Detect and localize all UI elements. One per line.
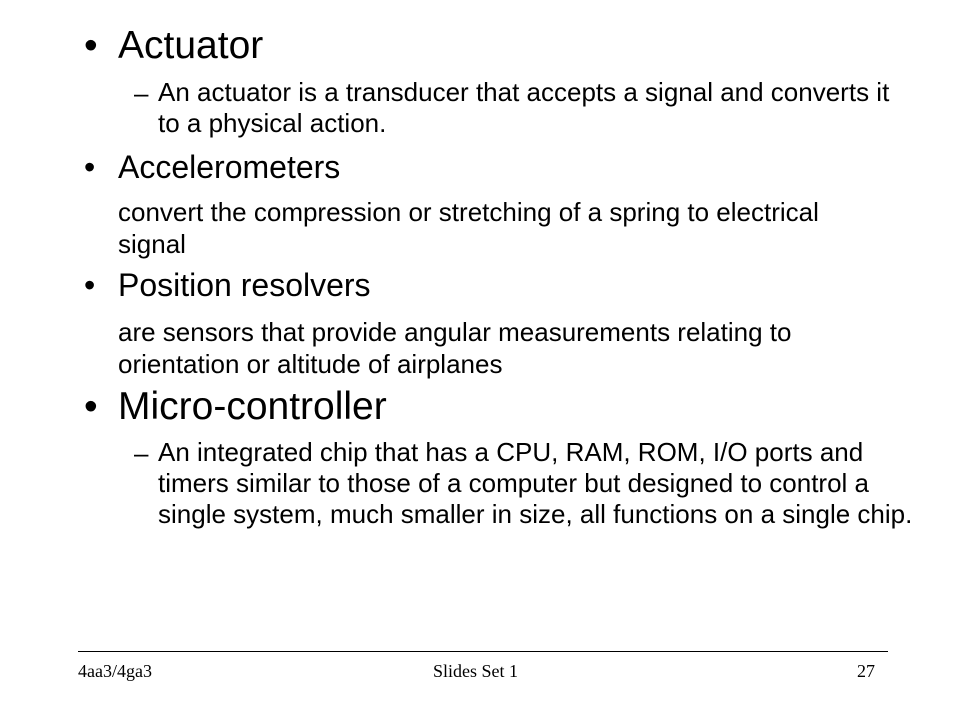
microcontroller-definition: An integrated chip that has a CPU, RAM, ROM, I/O ports and timers similar to those of a computer but designed to control a single system, much smaller in size, all functions on a single chip. [158, 437, 913, 529]
bullet-dot: • [84, 24, 98, 67]
footer-page-number: 27 [857, 661, 875, 681]
dash-marker: – [134, 438, 149, 468]
heading-accelerometers: Accelerometers [118, 149, 341, 185]
subitem-actuator [134, 77, 924, 139]
heading-actuator: Actuator [118, 24, 264, 67]
bullet-dot: • [84, 149, 96, 185]
accelerometers-description: convert the compression or stretching of a spring to electrical signal [118, 197, 819, 259]
bullet-position-resolvers [84, 266, 371, 304]
dash-marker: – [134, 78, 149, 108]
bullet-accelerometers [84, 148, 340, 186]
heading-microcontroller: Micro-controller [118, 385, 387, 428]
bullet-dot: • [84, 267, 96, 303]
footer-divider [78, 651, 888, 652]
heading-position-resolvers: Position resolvers [118, 267, 371, 303]
bullet-dot: • [84, 385, 98, 428]
footer-course-code: 4aa3/4ga3 [78, 661, 152, 681]
bullet-actuator [84, 24, 263, 68]
footer-slide-set: Slides Set 1 [433, 661, 519, 681]
actuator-definition: An actuator is a transducer that accepts a signal and converts it to a physical action. [158, 77, 890, 138]
subitem-microcontroller [134, 437, 924, 530]
bullet-microcontroller [84, 385, 387, 429]
position-resolvers-description: are sensors that provide angular measurements relating to orientation or altitude of airplanes [118, 317, 792, 379]
